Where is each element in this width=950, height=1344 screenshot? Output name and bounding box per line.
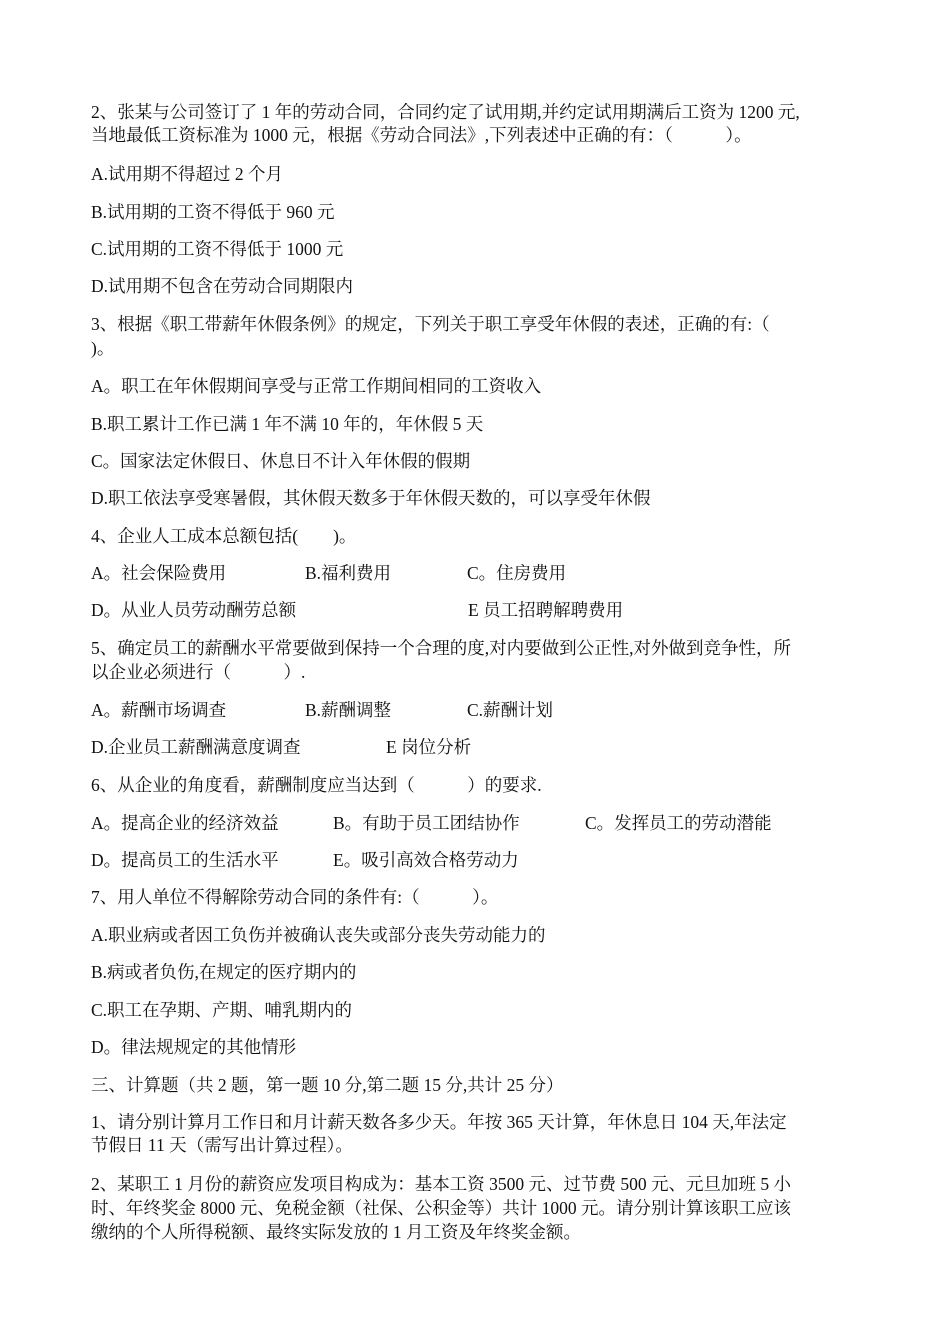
q2-stem-line1: 2、张某与公司签订了 1 年的劳动合同，合同约定了试用期,并约定试用期满后工资为 1200 元, [91, 102, 800, 122]
q4-options-row2 [91, 599, 871, 621]
calc2-line1: 2、某职工 1 月份的薪资应发项目构成为：基本工资 3500 元、过节费 500 元、元旦加班 5 小 [91, 1174, 791, 1194]
q4-option-d: D。从业人员劳动酬劳总额 [91, 600, 297, 620]
q7-option-c: C.职工在孕期、产期、哺乳期内的 [91, 1000, 353, 1020]
q7-stem: 7、用人单位不得解除劳动合同的条件有:（ ）。 [91, 887, 499, 907]
q4-option-e: E 员工招聘解聘费用 [468, 600, 624, 620]
q3-option-a: A。职工在年休假期间享受与正常工作期间相同的工资收入 [91, 376, 542, 396]
q3-stem-line1: 3、根据《职工带薪年休假条例》的规定，下列关于职工享受年休假的表述，正确的有:（ [91, 314, 770, 334]
q4-option-c: C。住房费用 [467, 563, 567, 583]
q3-option-d: D.职工依法享受寒暑假，其休假天数多于年休假天数的，可以享受年休假 [91, 488, 651, 508]
q7-option-b: B.病或者负伤,在规定的医疗期内的 [91, 962, 357, 982]
q4-option-b: B.福利费用 [305, 563, 392, 583]
q4-options-row1 [91, 562, 871, 584]
q4-stem: 4、企业人工成本总额包括( )。 [91, 526, 357, 546]
q6-option-a: A。提高企业的经济效益 [91, 813, 279, 833]
q7-option-d: D。律法规规定的其他情形 [91, 1037, 297, 1057]
calc1-line1: 1、请分别计算月工作日和月计薪天数各多少天。年按 365 天计算，年休息日 104 天,年法定 [91, 1112, 787, 1132]
q3-option-c: C。国家法定休假日、休息日不计入年休假的假期 [91, 451, 471, 471]
q2-option-d: D.试用期不包含在劳动合同期限内 [91, 276, 354, 296]
q5-stem-line2: 以企业必须进行（ ）. [91, 662, 306, 682]
q5-options-row2 [91, 736, 871, 758]
q3-option-b: B.职工累计工作已满 1 年不满 10 年的，年休假 5 天 [91, 414, 484, 434]
calc2-line2: 时、年终奖金 8000 元、免税金额（社保、公积金等）共计 1000 元。请分别计算该职工应该 [91, 1198, 791, 1218]
q6-options-row1 [91, 812, 871, 834]
q6-options-row2 [91, 849, 871, 871]
q2-option-a: A.试用期不得超过 2 个月 [91, 164, 284, 184]
q6-option-c: C。发挥员工的劳动潜能 [585, 813, 772, 833]
q6-option-e: E。吸引高效合格劳动力 [333, 850, 519, 870]
q2-option-c: C.试用期的工资不得低于 1000 元 [91, 239, 344, 259]
q7-option-a: A.职业病或者因工负伤并被确认丧失或部分丧失劳动能力的 [91, 925, 546, 945]
q5-option-b: B.薪酬调整 [305, 700, 392, 720]
q2-stem-line2: 当地最低工资标准为 1000 元，根据《劳动合同法》,下列表述中正确的有：（ ）。 [91, 125, 752, 145]
q5-option-e: E 岗位分析 [386, 737, 472, 757]
q4-option-a: A。社会保险费用 [91, 563, 227, 583]
q6-option-b: B。有助于员工团结协作 [333, 813, 520, 833]
q5-stem-line1: 5、确定员工的薪酬水平常要做到保持一个合理的度,对内要做到公正性,对外做到竞争性，所 [91, 638, 791, 658]
section3-heading: 三、计算题（共 2 题，第一题 10 分,第二题 15 分,共计 25 分） [91, 1075, 564, 1095]
q5-option-a: A。薪酬市场调查 [91, 700, 227, 720]
q3-stem-line2: )。 [91, 338, 115, 358]
q5-option-c: C.薪酬计划 [467, 700, 554, 720]
q5-options-row1 [91, 699, 871, 721]
q6-stem: 6、从企业的角度看，薪酬制度应当达到（ ）的要求. [91, 775, 542, 795]
q5-option-d: D.企业员工薪酬满意度调查 [91, 737, 301, 757]
calc1-line2: 节假日 11 天（需写出计算过程）。 [91, 1135, 353, 1155]
calc2-line3: 缴纳的个人所得税额、最终实际发放的 1 月工资及年终奖金额。 [91, 1222, 581, 1242]
q6-option-d: D。提高员工的生活水平 [91, 850, 279, 870]
q2-option-b: B.试用期的工资不得低于 960 元 [91, 202, 335, 222]
